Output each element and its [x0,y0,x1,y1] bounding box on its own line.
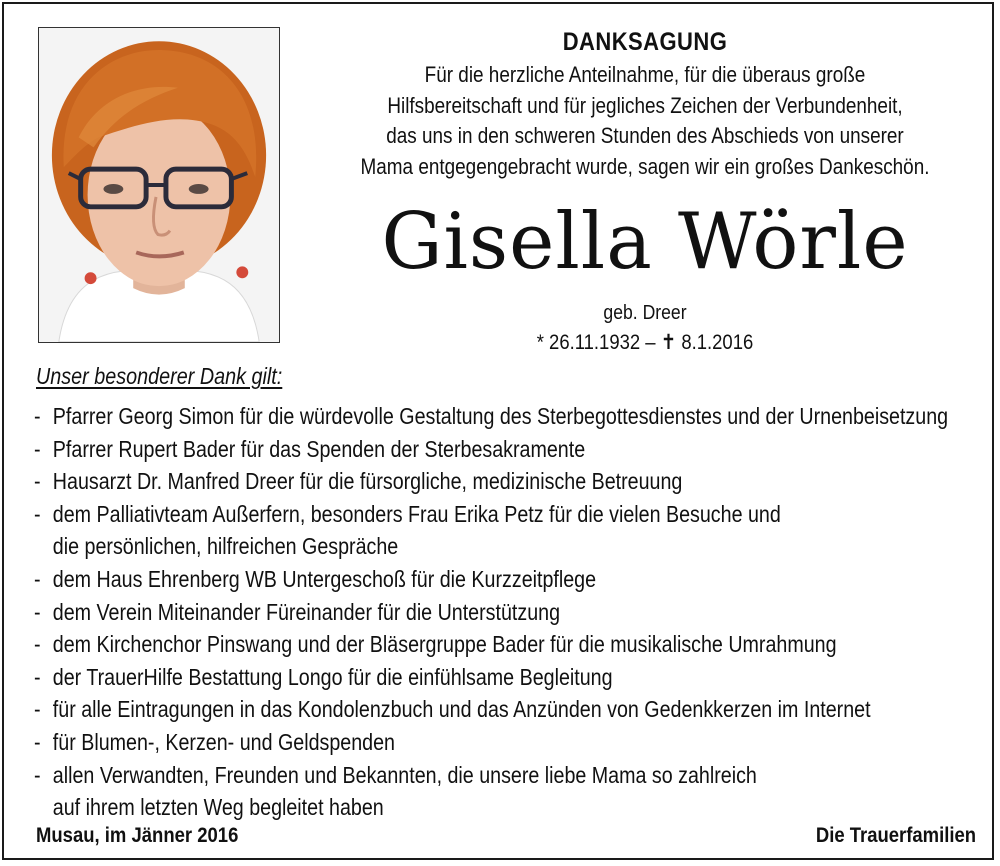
list-item-text: der TrauerHilfe Bestattung Longo für die einfühlsame Begleitung [52,663,613,690]
list-dash: - [34,663,41,690]
list-item [34,400,992,433]
portrait-illustration [39,28,279,342]
list-dash: - [34,468,41,495]
place-date: Musau, im Jänner 2016 [36,824,239,847]
list-item-text: Hausarzt Dr. Manfred Dreer für die fürsorgliche, medizinische Betreuung [52,468,683,495]
list-item [34,433,992,466]
list-item-text: für Blumen-, Kerzen- und Geldspenden [52,728,395,755]
list-item-text: dem Haus Ehrenberg WB Untergeschoß für die Kurzzeitpflege [52,565,597,592]
intro-line: Hilfsbereitschaft und für jegliches Zeichen der Verbundenheit, [387,92,903,118]
signature: Die Trauerfamilien [815,824,976,847]
list-item-text: für alle Eintragungen in das Kondolenzbuch und das Anzünden von Gedenkkerzen im Internet [52,696,871,723]
list-item [34,693,992,726]
thanks-heading: Unser besonderer Dank gilt: [36,363,283,389]
list-item-text: allen Verwandten, Freunden und Bekannten, die unsere liebe Mama so zahlreich [52,761,757,788]
list-item-text: Pfarrer Rupert Bader für das Spenden der Sterbesakramente [52,435,586,462]
deceased-name: Gisella Wörle [381,197,909,287]
list-item-continuation [34,791,992,824]
list-item-text: auf ihrem letzten Weg begleitet haben [52,794,384,821]
list-dash: - [34,696,41,723]
obituary-card [2,2,994,860]
page-title: DANKSAGUNG [562,28,728,56]
list-item [34,726,992,759]
thanks-list [34,400,992,824]
list-item [34,596,992,629]
intro-line: das uns in den schweren Stunden des Abschieds von unserer [386,123,904,148]
list-item [34,661,992,694]
portrait-photo [38,27,280,343]
list-item [34,563,992,596]
list-item [34,759,992,792]
list-item-text: Pfarrer Georg Simon für die würdevolle Gestaltung des Sterbegottesdienstes und der Urnenbeisetzung [52,403,949,429]
intro-line: Für die herzliche Anteilnahme, für die überaus große [424,62,866,87]
list-dash: - [34,403,41,429]
life-dates: * 26.11.1932 – ✝ 8.1.2016 [536,331,754,354]
list-item [34,628,992,661]
list-item-text: dem Palliativteam Außerfern, besonders Frau Erika Petz für die vielen Besuche und [52,500,781,527]
list-dash: - [34,631,41,658]
header-block [300,26,990,182]
list-dash: - [34,500,41,527]
intro-text [348,60,941,182]
list-dash: - [34,761,41,788]
list-item-text: die persönlichen, hilfreichen Gespräche [52,533,399,560]
list-item [34,498,992,531]
list-item [34,465,992,498]
list-item-text: dem Verein Miteinander Füreinander für die Unterstützung [52,598,561,625]
list-dash: - [34,565,41,592]
birth-name: geb. Dreer [603,302,687,324]
intro-line: Mama entgegengebracht wurde, sagen wir ein großes Dankeschön. [360,153,930,179]
list-item-continuation [34,530,992,563]
list-dash: - [34,598,41,625]
list-dash: - [34,435,41,462]
list-item-text: dem Kirchenchor Pinswang und der Bläsergruppe Bader für die musikalische Umrahmung [52,631,837,658]
list-dash: - [34,728,41,755]
